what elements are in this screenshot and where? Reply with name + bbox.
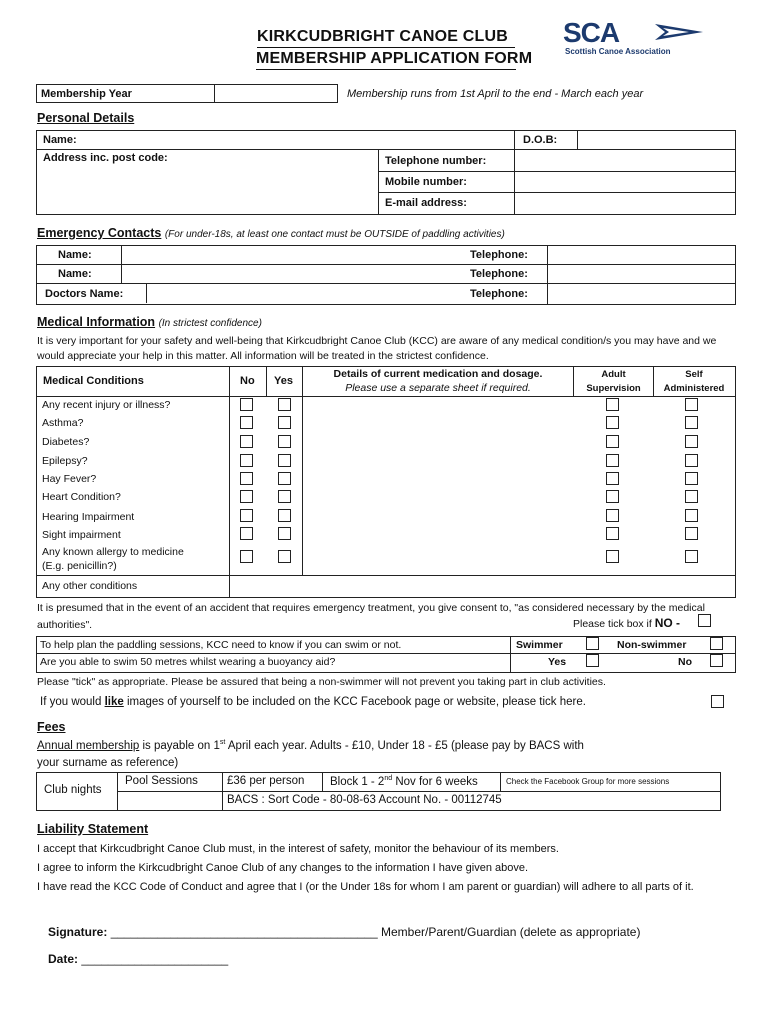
medical-self-administered-checkbox[interactable]: [685, 550, 698, 563]
club-nights-label: Club nights: [44, 784, 102, 796]
medication-details-input[interactable]: [305, 549, 570, 564]
mobile-input[interactable]: [517, 173, 732, 191]
condition-hay-fever: Hay Fever?: [42, 473, 97, 485]
medical-no-checkbox[interactable]: [240, 472, 253, 485]
emergency-telephone-label-1: Telephone:: [470, 249, 528, 261]
condition-sight: Sight impairment: [42, 529, 121, 541]
club-title: KIRKCUDBRIGHT CANOE CLUB: [257, 28, 509, 45]
fees-text-1: is payable on 1: [142, 739, 220, 752]
doctors-name-label: Doctors Name:: [45, 288, 124, 300]
medical-adult-supervision-checkbox[interactable]: [606, 490, 619, 503]
liability-line-2: I agree to inform the Kirkcudbright Canoe Club of any changes to the information I have given above.: [37, 862, 529, 874]
signature-line[interactable]: ________________________________________: [110, 925, 378, 939]
date-label: Date:: [48, 952, 79, 966]
title-underline-1: [257, 47, 515, 48]
medical-no-checkbox[interactable]: [240, 435, 253, 448]
medical-yes-checkbox[interactable]: [278, 550, 291, 563]
emergency-name-input-2[interactable]: [124, 266, 464, 281]
medical-adult-supervision-checkbox[interactable]: [606, 435, 619, 448]
medical-adult-supervision-checkbox[interactable]: [606, 454, 619, 467]
form-title: MEMBERSHIP APPLICATION FORM: [256, 50, 533, 67]
condition-asthma: Asthma?: [42, 417, 84, 429]
liability-heading: Liability Statement: [37, 822, 149, 836]
telephone-input[interactable]: [517, 151, 732, 169]
address-label: Address inc. post code:: [43, 152, 168, 164]
medical-self-administered-checkbox[interactable]: [685, 509, 698, 522]
pool-sessions-label: Pool Sessions: [125, 775, 198, 787]
dob-label: D.O.B:: [523, 134, 558, 146]
condition-heart: Heart Condition?: [42, 491, 121, 503]
medical-heading: Medical Information: [37, 315, 156, 329]
medical-yes-checkbox[interactable]: [278, 527, 291, 540]
medical-heading-note: (In strictest confidence): [158, 318, 262, 329]
col-yes: Yes: [274, 375, 293, 387]
medication-details-input[interactable]: [305, 471, 570, 486]
condition-injury: Any recent injury or illness?: [42, 399, 171, 411]
price-label: £36 per person: [227, 775, 305, 787]
swim-tick-note: Please "tick" as appropriate. Please be assured that being a non-swimmer will not prevent you taking part in club activities.: [37, 676, 606, 688]
membership-year-table: [36, 84, 338, 103]
tick-no-row: [573, 616, 680, 630]
svg-text:SCA: SCA: [563, 18, 620, 48]
emergency-heading-row: [37, 226, 505, 240]
fees-line-2: your surname as reference): [37, 757, 179, 769]
col-medical-conditions: Medical Conditions: [43, 375, 144, 387]
condition-allergy-1: Any known allergy to medicine: [42, 546, 184, 558]
medication-details-input[interactable]: [305, 489, 570, 504]
medical-yes-checkbox[interactable]: [278, 435, 291, 448]
medical-no-checkbox[interactable]: [240, 527, 253, 540]
swim-question-2: Are you able to swim 50 metres whilst wearing a buoyancy aid?: [40, 656, 336, 668]
liability-line-1: I accept that Kirkcudbright Canoe Club must, in the interest of safety, monitor the behaviour of its members.: [37, 843, 559, 855]
swimmer-label: Swimmer: [516, 639, 563, 651]
medical-self-administered-checkbox[interactable]: [685, 416, 698, 429]
col-self-2: Administered: [663, 383, 725, 394]
emergency-name-label-2: Name:: [58, 268, 92, 280]
date-line[interactable]: ______________________: [81, 952, 229, 966]
emergency-name-label-1: Name:: [58, 249, 92, 261]
medication-details-input[interactable]: [305, 508, 570, 523]
medical-adult-supervision-checkbox[interactable]: [606, 398, 619, 411]
medical-self-administered-checkbox[interactable]: [685, 527, 698, 540]
address-input[interactable]: [42, 168, 372, 210]
medical-self-administered-checkbox[interactable]: [685, 435, 698, 448]
medical-no-checkbox[interactable]: [240, 550, 253, 563]
emergency-heading: Emergency Contacts: [37, 226, 162, 240]
medication-details-input[interactable]: [305, 526, 570, 541]
personal-details-heading: Personal Details: [37, 111, 135, 125]
images-post: images of yourself to be included on the KCC Facebook page or website, please tick here.: [126, 696, 586, 708]
swim-no-checkbox[interactable]: [710, 654, 723, 667]
bacs-details: BACS : Sort Code - 80-08-63 Account No. - 00112745: [227, 794, 502, 806]
doctors-telephone-input[interactable]: [550, 285, 732, 300]
condition-allergy-2: (E.g. penicillin?): [42, 560, 117, 572]
swim-yes-checkbox[interactable]: [586, 654, 599, 667]
medical-no-checkbox[interactable]: [240, 454, 253, 467]
signature-role: Member/Parent/Guardian (delete as appropriate): [380, 925, 641, 939]
signature-row: [48, 925, 640, 939]
swim-no-label: No: [678, 656, 692, 668]
doctors-telephone-label: Telephone:: [470, 288, 528, 300]
membership-year-input[interactable]: [215, 85, 338, 103]
title-underline-2: [256, 69, 516, 70]
medical-adult-supervision-checkbox[interactable]: [606, 509, 619, 522]
fees-heading: Fees: [37, 720, 66, 734]
medical-yes-checkbox[interactable]: [278, 416, 291, 429]
medical-self-administered-checkbox[interactable]: [685, 398, 698, 411]
name-input[interactable]: [90, 131, 510, 148]
emergency-telephone-label-2: Telephone:: [470, 268, 528, 280]
col-no: No: [240, 375, 255, 387]
sca-logo-mark-icon: [563, 18, 708, 48]
medical-heading-row: [37, 315, 262, 329]
signature-label: Signature:: [48, 925, 108, 939]
mobile-label: Mobile number:: [385, 176, 467, 188]
tick-no-label: Please tick box if: [573, 618, 652, 630]
annual-membership: Annual membership: [37, 739, 140, 752]
medical-yes-checkbox[interactable]: [278, 509, 291, 522]
images-pre: If you would: [40, 696, 102, 708]
block-text: Block 1 - 2: [330, 775, 385, 788]
medication-details-input[interactable]: [305, 453, 570, 468]
non-swimmer-label: Non-swimmer: [617, 639, 687, 651]
col-self-1: Self: [685, 369, 703, 380]
condition-epilepsy: Epilepsy?: [42, 455, 88, 467]
medical-no-checkbox[interactable]: [240, 490, 253, 503]
fees-sup: st: [219, 739, 226, 746]
condition-diabetes: Diabetes?: [42, 436, 90, 448]
block-end: Nov for 6 weeks: [395, 775, 478, 788]
emergency-name-input-1[interactable]: [124, 247, 464, 262]
medical-adult-supervision-checkbox[interactable]: [606, 550, 619, 563]
consent-text: It is presumed that in the event of an accident that requires emergency treatment, you give consent to, "as considered necessary by the medical authorities".: [37, 602, 705, 631]
medication-details-input[interactable]: [305, 397, 570, 412]
no-word: NO -: [654, 616, 681, 630]
emergency-telephone-input-2[interactable]: [550, 266, 732, 281]
telephone-label: Telephone number:: [385, 155, 487, 167]
sca-logo: [563, 18, 708, 60]
col-adult-1: Adult: [601, 369, 626, 380]
images-like: like: [104, 696, 124, 708]
block-label: [330, 775, 478, 788]
dob-input[interactable]: [580, 131, 732, 148]
email-input[interactable]: [517, 194, 732, 212]
medication-details-input[interactable]: [305, 434, 570, 449]
liability-line-3: I have read the KCC Code of Conduct and agree that I (or the Under 18s for whom I am parent or guardian) will adhere to all parts of it.: [37, 881, 694, 893]
swimmer-checkbox[interactable]: [586, 637, 599, 650]
medical-no-checkbox[interactable]: [240, 416, 253, 429]
col-details-1: Details of current medication and dosage.: [333, 368, 543, 380]
consent-no-checkbox[interactable]: [698, 614, 711, 627]
swim-question-1: To help plan the paddling sessions, KCC need to know if you can swim or not.: [40, 639, 402, 651]
medication-details-input[interactable]: [305, 415, 570, 430]
condition-other: Any other conditions: [42, 580, 138, 592]
medical-yes-checkbox[interactable]: [278, 398, 291, 411]
col-adult-2: Supervision: [586, 383, 641, 394]
swim-yes-label: Yes: [548, 656, 567, 668]
medical-self-administered-checkbox[interactable]: [685, 490, 698, 503]
medical-adult-supervision-checkbox[interactable]: [606, 527, 619, 540]
col-details-2: Please use a separate sheet if required.: [345, 382, 531, 394]
medical-no-checkbox[interactable]: [240, 398, 253, 411]
name-label: Name:: [43, 134, 77, 146]
medical-self-administered-checkbox[interactable]: [685, 472, 698, 485]
medical-no-checkbox[interactable]: [240, 509, 253, 522]
fees-line-1: [37, 739, 584, 752]
medical-yes-checkbox[interactable]: [278, 490, 291, 503]
membership-note: Membership runs from 1st April to the end - March each year: [347, 88, 644, 100]
date-row: [48, 952, 228, 966]
emergency-telephone-input-1[interactable]: [550, 247, 732, 262]
block-sup: nd: [384, 775, 393, 782]
email-label: E-mail address:: [385, 197, 467, 209]
membership-year-label: Membership Year: [37, 85, 215, 103]
medical-yes-checkbox[interactable]: [278, 454, 291, 467]
other-conditions-input[interactable]: [232, 577, 732, 594]
fees-text-2: April each year. Adults - £10, Under 18 - £5 (please pay by BACS with: [227, 739, 584, 752]
emergency-note: (For under-18s, at least one contact must be OUTSIDE of paddling activities): [164, 229, 505, 240]
condition-hearing: Hearing Impairment: [42, 511, 135, 523]
doctors-name-input[interactable]: [149, 285, 464, 300]
medical-self-administered-checkbox[interactable]: [685, 454, 698, 467]
logo-caption: Scottish Canoe Association: [565, 47, 671, 56]
non-swimmer-checkbox[interactable]: [710, 637, 723, 650]
images-consent-checkbox[interactable]: [711, 695, 724, 708]
medical-yes-checkbox[interactable]: [278, 472, 291, 485]
medical-adult-supervision-checkbox[interactable]: [606, 472, 619, 485]
images-consent-row: [40, 696, 586, 708]
facebook-note: Check the Facebook Group for more sessions: [506, 777, 670, 786]
medical-adult-supervision-checkbox[interactable]: [606, 416, 619, 429]
medical-intro: It is very important for your safety and well-being that Kirkcudbright Canoe Club (KCC) are aware of any medical condition/s you may have and we would appreciate your help in this matter. All information will be treated in the strictest confidence.: [37, 335, 717, 362]
